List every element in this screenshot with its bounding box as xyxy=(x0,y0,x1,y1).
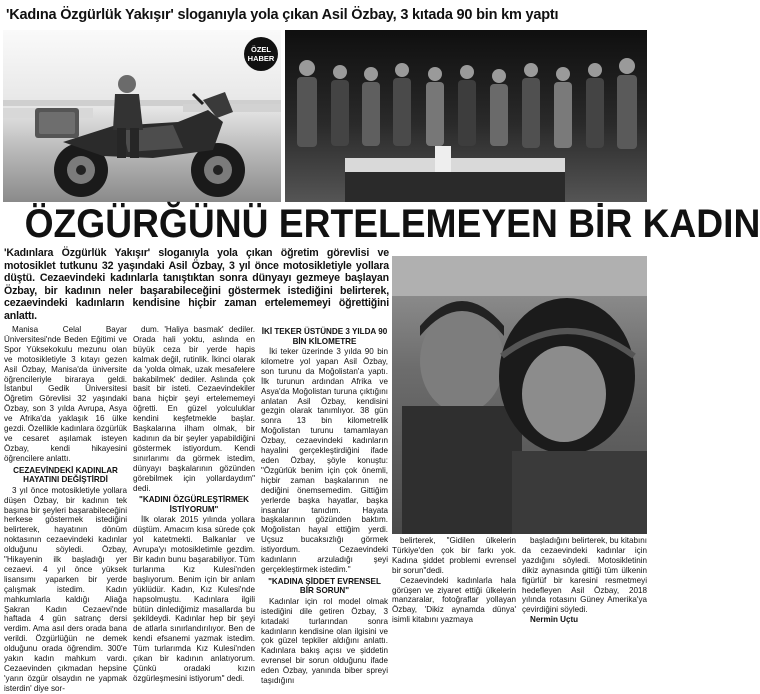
selfie-photo xyxy=(392,256,647,534)
article-column-1 xyxy=(4,325,127,693)
motorcycle-illustration xyxy=(3,30,281,202)
column2-subheading: "KADINI ÖZGÜRLEŞTİRMEK İSTİYORUM" xyxy=(139,495,249,514)
motorcycle-photo xyxy=(3,30,281,202)
badge-line2: HABER xyxy=(247,54,275,63)
column1-subheading: CEZAEVİNDEKİ KADINLAR HAYATINI DEĞİŞTİRDİ xyxy=(13,465,118,485)
article-column-5 xyxy=(522,536,647,625)
selfie-illustration xyxy=(392,256,647,534)
column4-paragraph-2: Cezaevindeki kadınlarla hala görüşen ve ziyaret ettiği ülkelerin manzaralar, fotoğraflar yollayan Özbay, 'Dikiz aynamda dünya' isimli kitabını yazmaya xyxy=(392,575,516,625)
group-illustration xyxy=(285,30,647,202)
article-column-2 xyxy=(133,325,255,683)
column2-paragraph-1: dum. 'Haliya basmak' dediler. Orada hali yoktu, aslında en büyük ceza bir yerde hapis kalmak değil, rutinlik. İkinci olarak da 'yolda olmak, uzak mesafelere bakabilmek' dediler. Aslında çok basit bir isteti. Cezaevindekiler bana hiçbir şeyi ertelememeyi öğretti. En güzel yolculuklar kendini keşfetmekle başlar. Başkalarına ilham olmak, bir kadının da bir şeyler yapabildiğini göstermek istiyordum. Kendi sınırlarımı da görmek istedim, dünyayı başkalarının gözünden görebilmek için yollardaydım" dedi. xyxy=(133,325,255,493)
column3-subheading-2: "KADINA ŞİDDET EVRENSEL BİR SORUN" xyxy=(268,576,381,596)
column5-paragraph-1: başladığını belirterek, bu kitabını da cezaevindeki kadınlar için yazdığını söyledi. Motosikletinin dikiz aynasında gittiği tüm ülkenin figürlüf bir karesini resmetmeyi hedefleyen Asil Özbay, 2018 yılında rotasını Güney Amerika'ya çevirdiğini söyledi. xyxy=(522,536,647,615)
headline: ÖZGÜRĞÜNÜ ERTELEMEYEN BİR KADIN xyxy=(24,202,760,246)
column3-paragraph-2: Kadınlar için rol model olmak istediğini dile getiren Özbay, 3 kıtadaki turlarından sonra kadınların kendisine olan ilgisini ve çok güzel tepkiler aldığını anlattı. Kadınlara bakış açısı ve şiddetin evrensel bir sorun olduğunu ifade eden Özbay, yanında biber spreyi taşıdığını xyxy=(261,596,388,686)
column4-paragraph-1: belirterek, "Gidilen ülkelerin Türkiye'den çok bir farkı yok. Kadına şiddet problemi evrensel bir sorun"dedi. xyxy=(392,536,516,575)
badge-line1: ÖZEL xyxy=(251,45,271,54)
column3-subheading-1: İKİ TEKER ÜSTÜNDE 3 YILDA 90 BİN KİLOMETRE xyxy=(261,327,388,346)
lead-paragraph: 'Kadınlara Özgürlük Yakışır' sloganıyla yola çıkan öğretim görevlisi ve motosiklet tutkunu 32 yaşındaki Asil Özbay, 3 yıl önce motosikletiyle yollara düştü. Cezaevindeki kadınlarla tanıştıktan sonra dünyayı gezmeye başlayan Özbay, bir kadının neler başarabileceğini göstermek istediğini belirterek, cezaevindeki kadınların kendisine hiçbir zaman ertelememeyi öğrettiğini anlattı. xyxy=(4,247,389,322)
column1-paragraph-2: 3 yıl önce motosikletiyle yollara düşen Özbay, bir kadının tek başına bir şeyleri başarabileceğini herkese göstermek istediğini belirterek, hayatının dönüm noktasının cezaevindeki kadınlar olduğunu söyledi. Özbay, "Hikayenin ilk başladığı yer cezaevi. 4 yıl önce yüksek lisansımı yaparken bir yerde çalışmak istedim. Kadın mahkumlarla kaldığı Aliağa Şakran Kadın Cezaevi'nde haftada 4 gün satranç dersi verdim. Ama asıl ders orada bana verildi. Özgürlüğün ne demek olduğunu orada öğrendim. 300'e yakın kadın mahkum vardı. Cezaevinden çıkmadan hepsine 'yarın özgür olsaydın ne yapmak isterdin' diye sor- xyxy=(4,485,127,693)
group-photo xyxy=(285,30,647,202)
column2-paragraph-2: İlk olarak 2015 yılında yollara düştüm. Amacım kısa sürede çok yol katetmekti. Balkanlar ve Avrupa'yı motosikletimle gezdim. Bir kadın bunu başarabiliyor. Tüm turlarıma Kız Kulesi'nden başlıyorum. Benim için bir anlam yüklüdür. Kadın, Kız Kulesi'nde hapsolmuştu. Kadınlara ilgili bütün dinlediğimiz masallarda bu şekildeydi. Kadınlar hep bir şeyi de atlarla sınırlandırılıyor. Ben de kendi efsanemi yazmak istedim. Tüm turlarımda Kız Kulesi'nden çıkan bir kadının anlatıyorum. Çünkü oradaki kızın özgürleşmesini istiyorum" dedi. xyxy=(133,515,255,683)
article-column-3 xyxy=(261,325,388,686)
column5-byline-row xyxy=(522,615,647,625)
exclusive-badge xyxy=(244,37,278,71)
column1-paragraph-1: Manisa Celal Bayar Üniversitesi'nde Beden Eğitimi ve Spor Yüksekokulu mezunu olan ve motosikletiyle 3 kıtayı gezen Asil Özbay, Manisa'da üniversite öğrencileriyle biraraya geldi. İstanbul Gedik Üniversitesi Öğretim Görevlisi 32 yaşındaki Özbay, son 3 yılda Avrupa, Asya ve Afrika'da yaklaşık 16 ülke gezdi. Özellikle kadınlara özgürlük ve cesaret aşılamak isteyen Özbay, kendi hikayesini öğrencilere anlattı. xyxy=(4,325,127,463)
byline: Nermin Uçtu xyxy=(530,615,579,625)
kicker: 'Kadına Özgürlük Yakışır' sloganıyla yola çıkan Asil Özbay, 3 kıtada 90 bin km yaptı xyxy=(6,7,559,23)
column3-paragraph-1: İki teker üzerinde 3 yılda 90 bin kilometre yol yapan Asil Özbay, son turunu da Moğolistan'a yaptı. İlk turunun ardından Afrika ve Asya'da Moğolistan turuna çıktığını anlatan Asil Özbay, kendisini gezgin olarak tanımlıyor. 38 gün sonra 13 bin kilometrelik Moğolistan turunu tamamlayan Özbay, cezaevindeki kadınların hayalini gerçekleştirdiğini ifade eden Özbay, şöyle konuştu: "Özgürlük benim için çok önemli, hiçbir zaman başkalarının ne dediğini önemsemedim. Gittiğim yerlerde başka hayatlar, başka insanlar tanıdım. Hayata başkalarının gözünden baktım. Moğolistan hayal ettiğim yerdi. Uçsuz bucaksızlığı görmek istiyordum. Cezaevindeki kadınların arzuladığı şeyi gerçekleştirmek istedim." xyxy=(261,347,388,574)
article-column-4 xyxy=(392,536,516,625)
